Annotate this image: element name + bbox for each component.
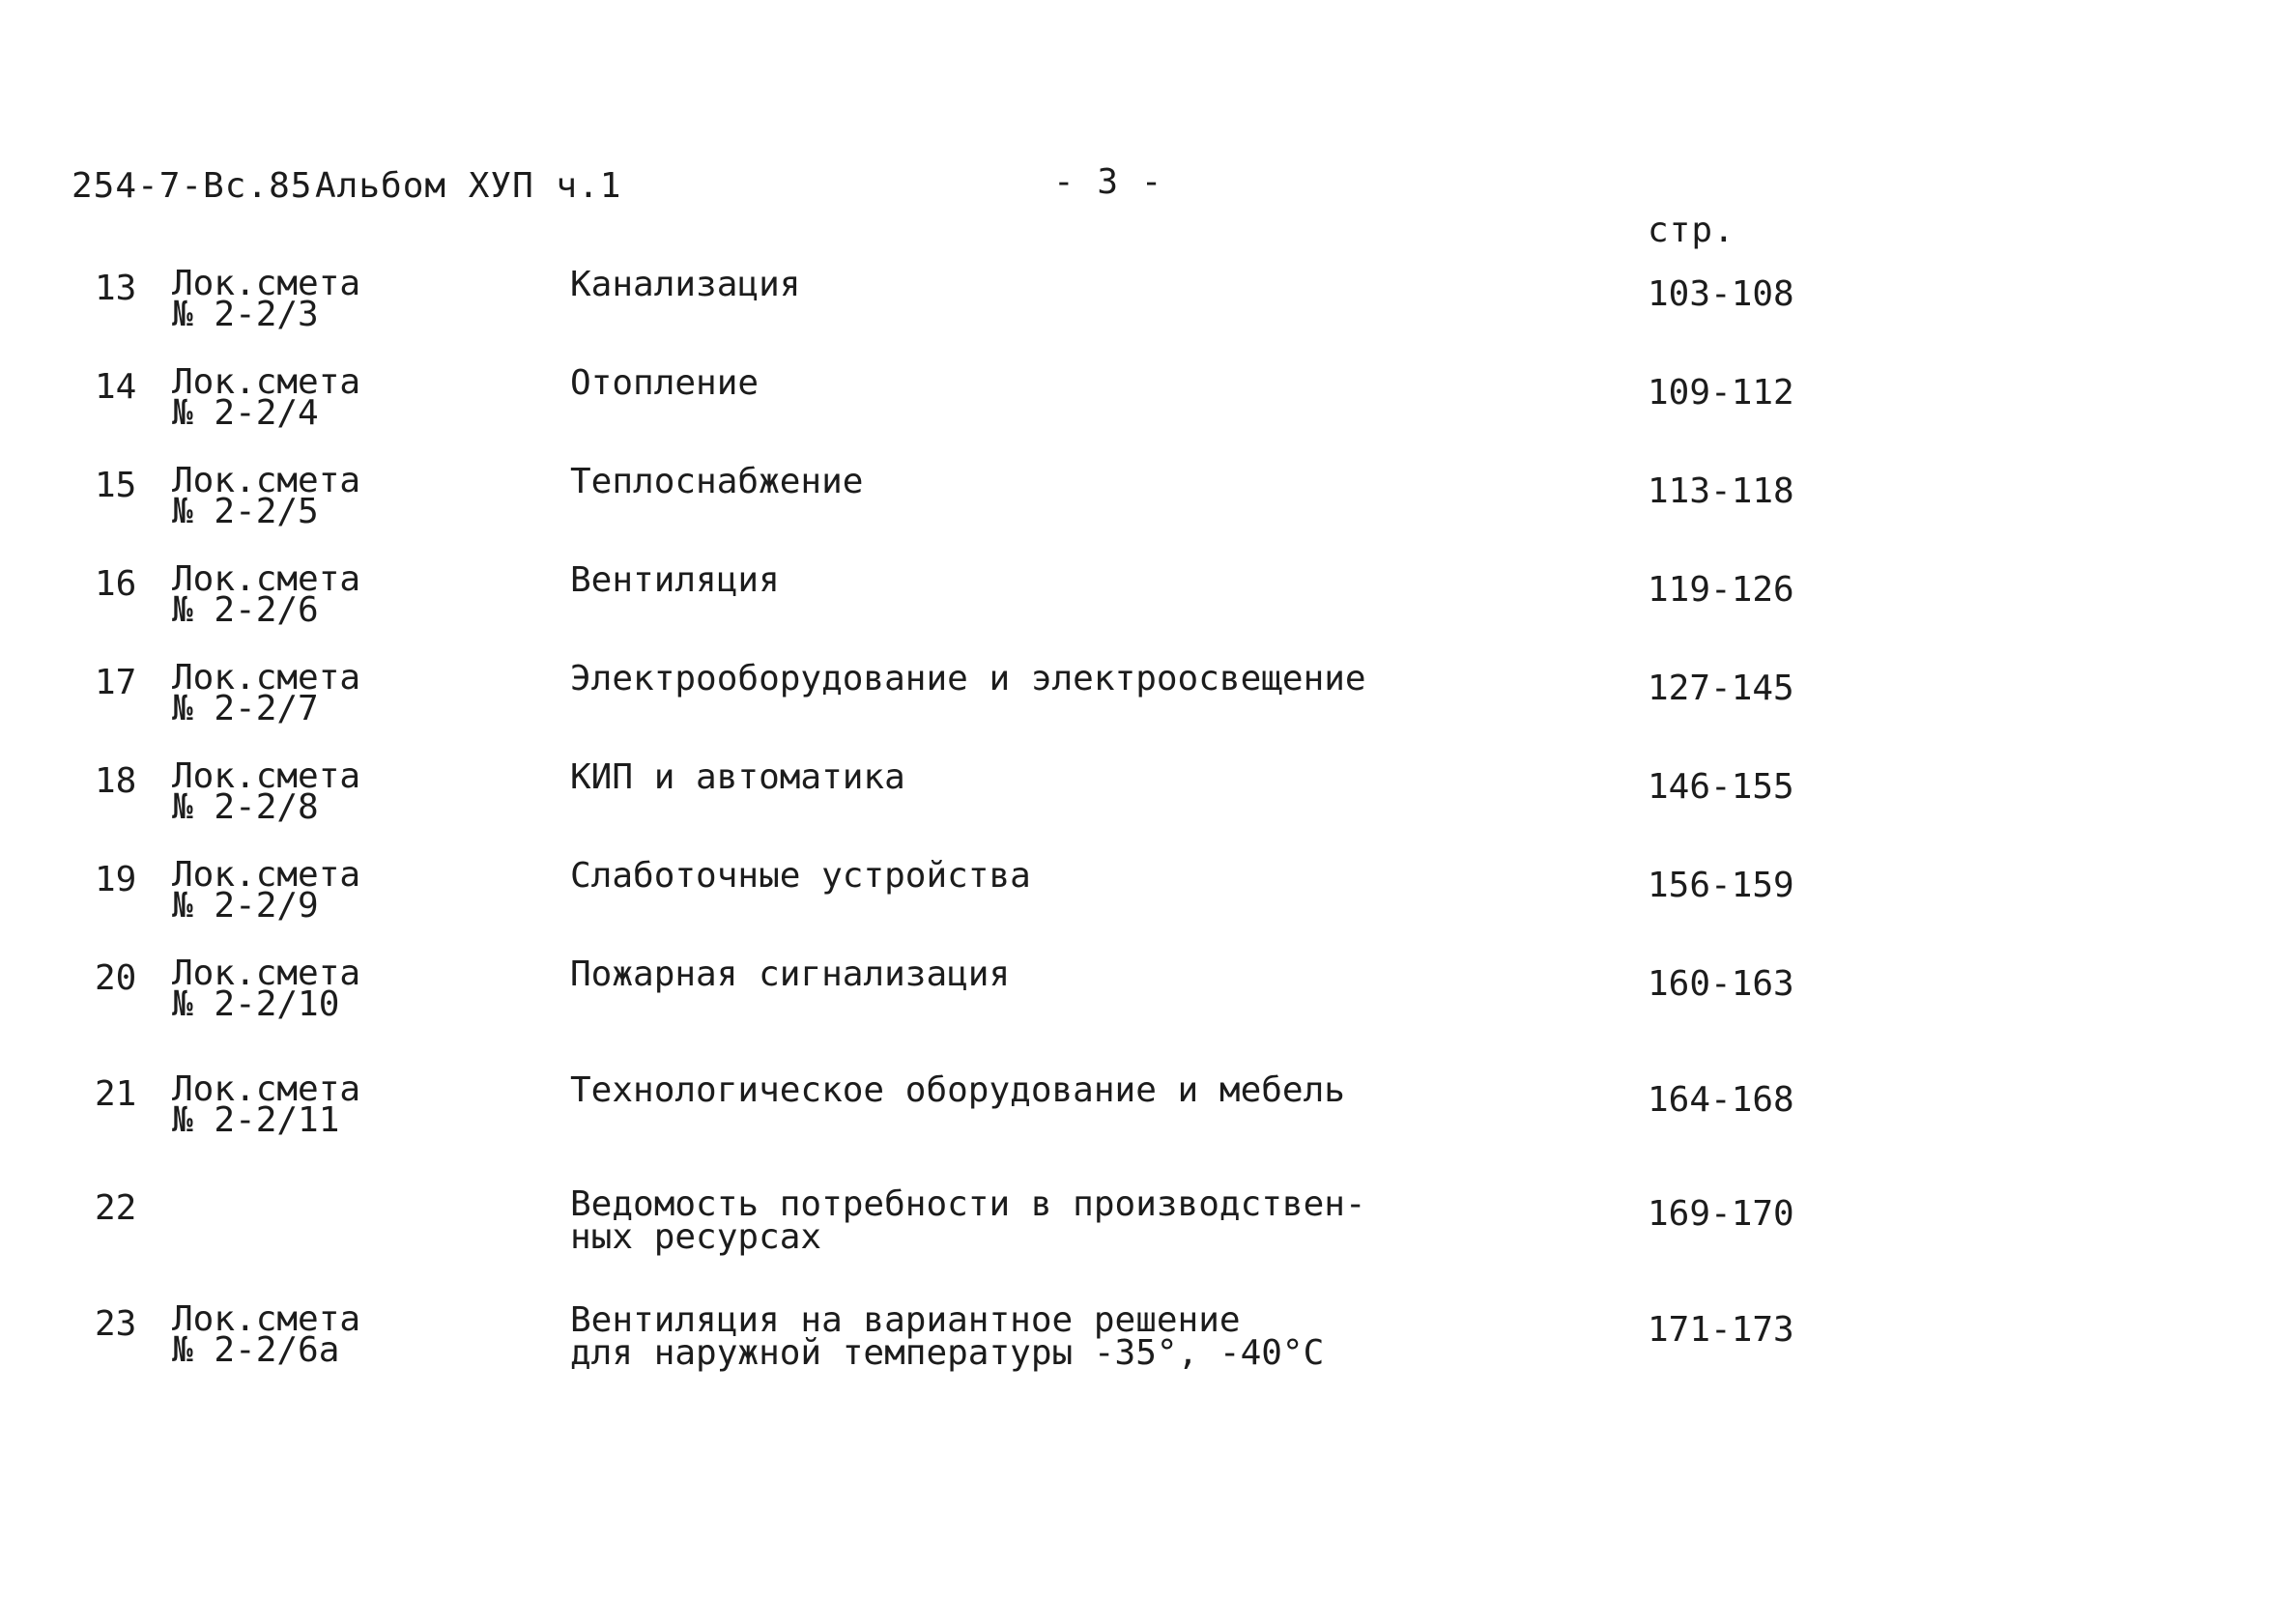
item-title: Ведомость потребности в производствен- ных ресурсах (570, 1184, 1366, 1257)
item-title: Вентиляция на вариантное решение для наружной температуры -35°, -40°С (570, 1300, 1325, 1373)
page-range: 160-163 (1648, 964, 1794, 1004)
item-number: 15 (95, 466, 137, 505)
item-title: Канализация (570, 265, 801, 304)
page-range: 113-118 (1648, 471, 1794, 511)
document-code: 254-7-Вс.85 (72, 166, 313, 206)
item-title: Отопление (570, 363, 760, 403)
estimate-reference: Лок.смета № 2-2/6 (172, 559, 361, 630)
item-number: 18 (95, 761, 137, 801)
estimate-reference: Лок.смета № 2-2/8 (172, 756, 361, 827)
page-range: 171-173 (1648, 1310, 1794, 1350)
page-range: 127-145 (1648, 669, 1794, 708)
item-number: 13 (95, 269, 137, 308)
item-number: 19 (95, 860, 137, 899)
item-title: Слаботочные устройства (570, 856, 1031, 896)
estimate-reference: Лок.смета № 2-2/5 (172, 461, 361, 531)
estimate-reference: Лок.смета № 2-2/7 (172, 658, 361, 728)
item-number: 14 (95, 367, 137, 407)
item-title: Теплоснабжение (570, 462, 864, 501)
page-range: 164-168 (1648, 1080, 1794, 1120)
item-number: 16 (95, 564, 137, 604)
page-range: 103-108 (1648, 274, 1794, 314)
item-number: 23 (95, 1304, 137, 1344)
item-title: Технологическое оборудование и мебель (570, 1070, 1345, 1110)
item-title: Электрооборудование и электроосвещение (570, 659, 1366, 698)
item-number: 20 (95, 958, 137, 998)
item-title: Пожарная сигнализация (570, 954, 1011, 994)
page-range: 146-155 (1648, 767, 1794, 807)
estimate-reference: Лок.смета № 2-2/3 (172, 264, 361, 334)
item-title: КИП и автоматика (570, 757, 905, 797)
album-title: Альбом ХУП ч.1 (315, 166, 622, 206)
item-title: Вентиляция (570, 560, 780, 600)
estimate-reference: Лок.смета № 2-2/11 (172, 1069, 361, 1140)
estimate-reference: Лок.смета № 2-2/9 (172, 855, 361, 926)
item-number: 17 (95, 663, 137, 702)
page-range: 119-126 (1648, 570, 1794, 610)
page-range: 156-159 (1648, 866, 1794, 905)
item-number: 22 (95, 1188, 137, 1228)
page-number: - 3 - (1053, 162, 1163, 202)
estimate-reference: Лок.смета № 2-2/4 (172, 362, 361, 433)
pages-column-label: стр. (1648, 211, 1735, 250)
page-range: 169-170 (1648, 1194, 1794, 1234)
estimate-reference: Лок.смета № 2-2/6а (172, 1299, 361, 1370)
item-number: 21 (95, 1074, 137, 1114)
page-range: 109-112 (1648, 373, 1794, 413)
estimate-reference: Лок.смета № 2-2/10 (172, 954, 361, 1024)
